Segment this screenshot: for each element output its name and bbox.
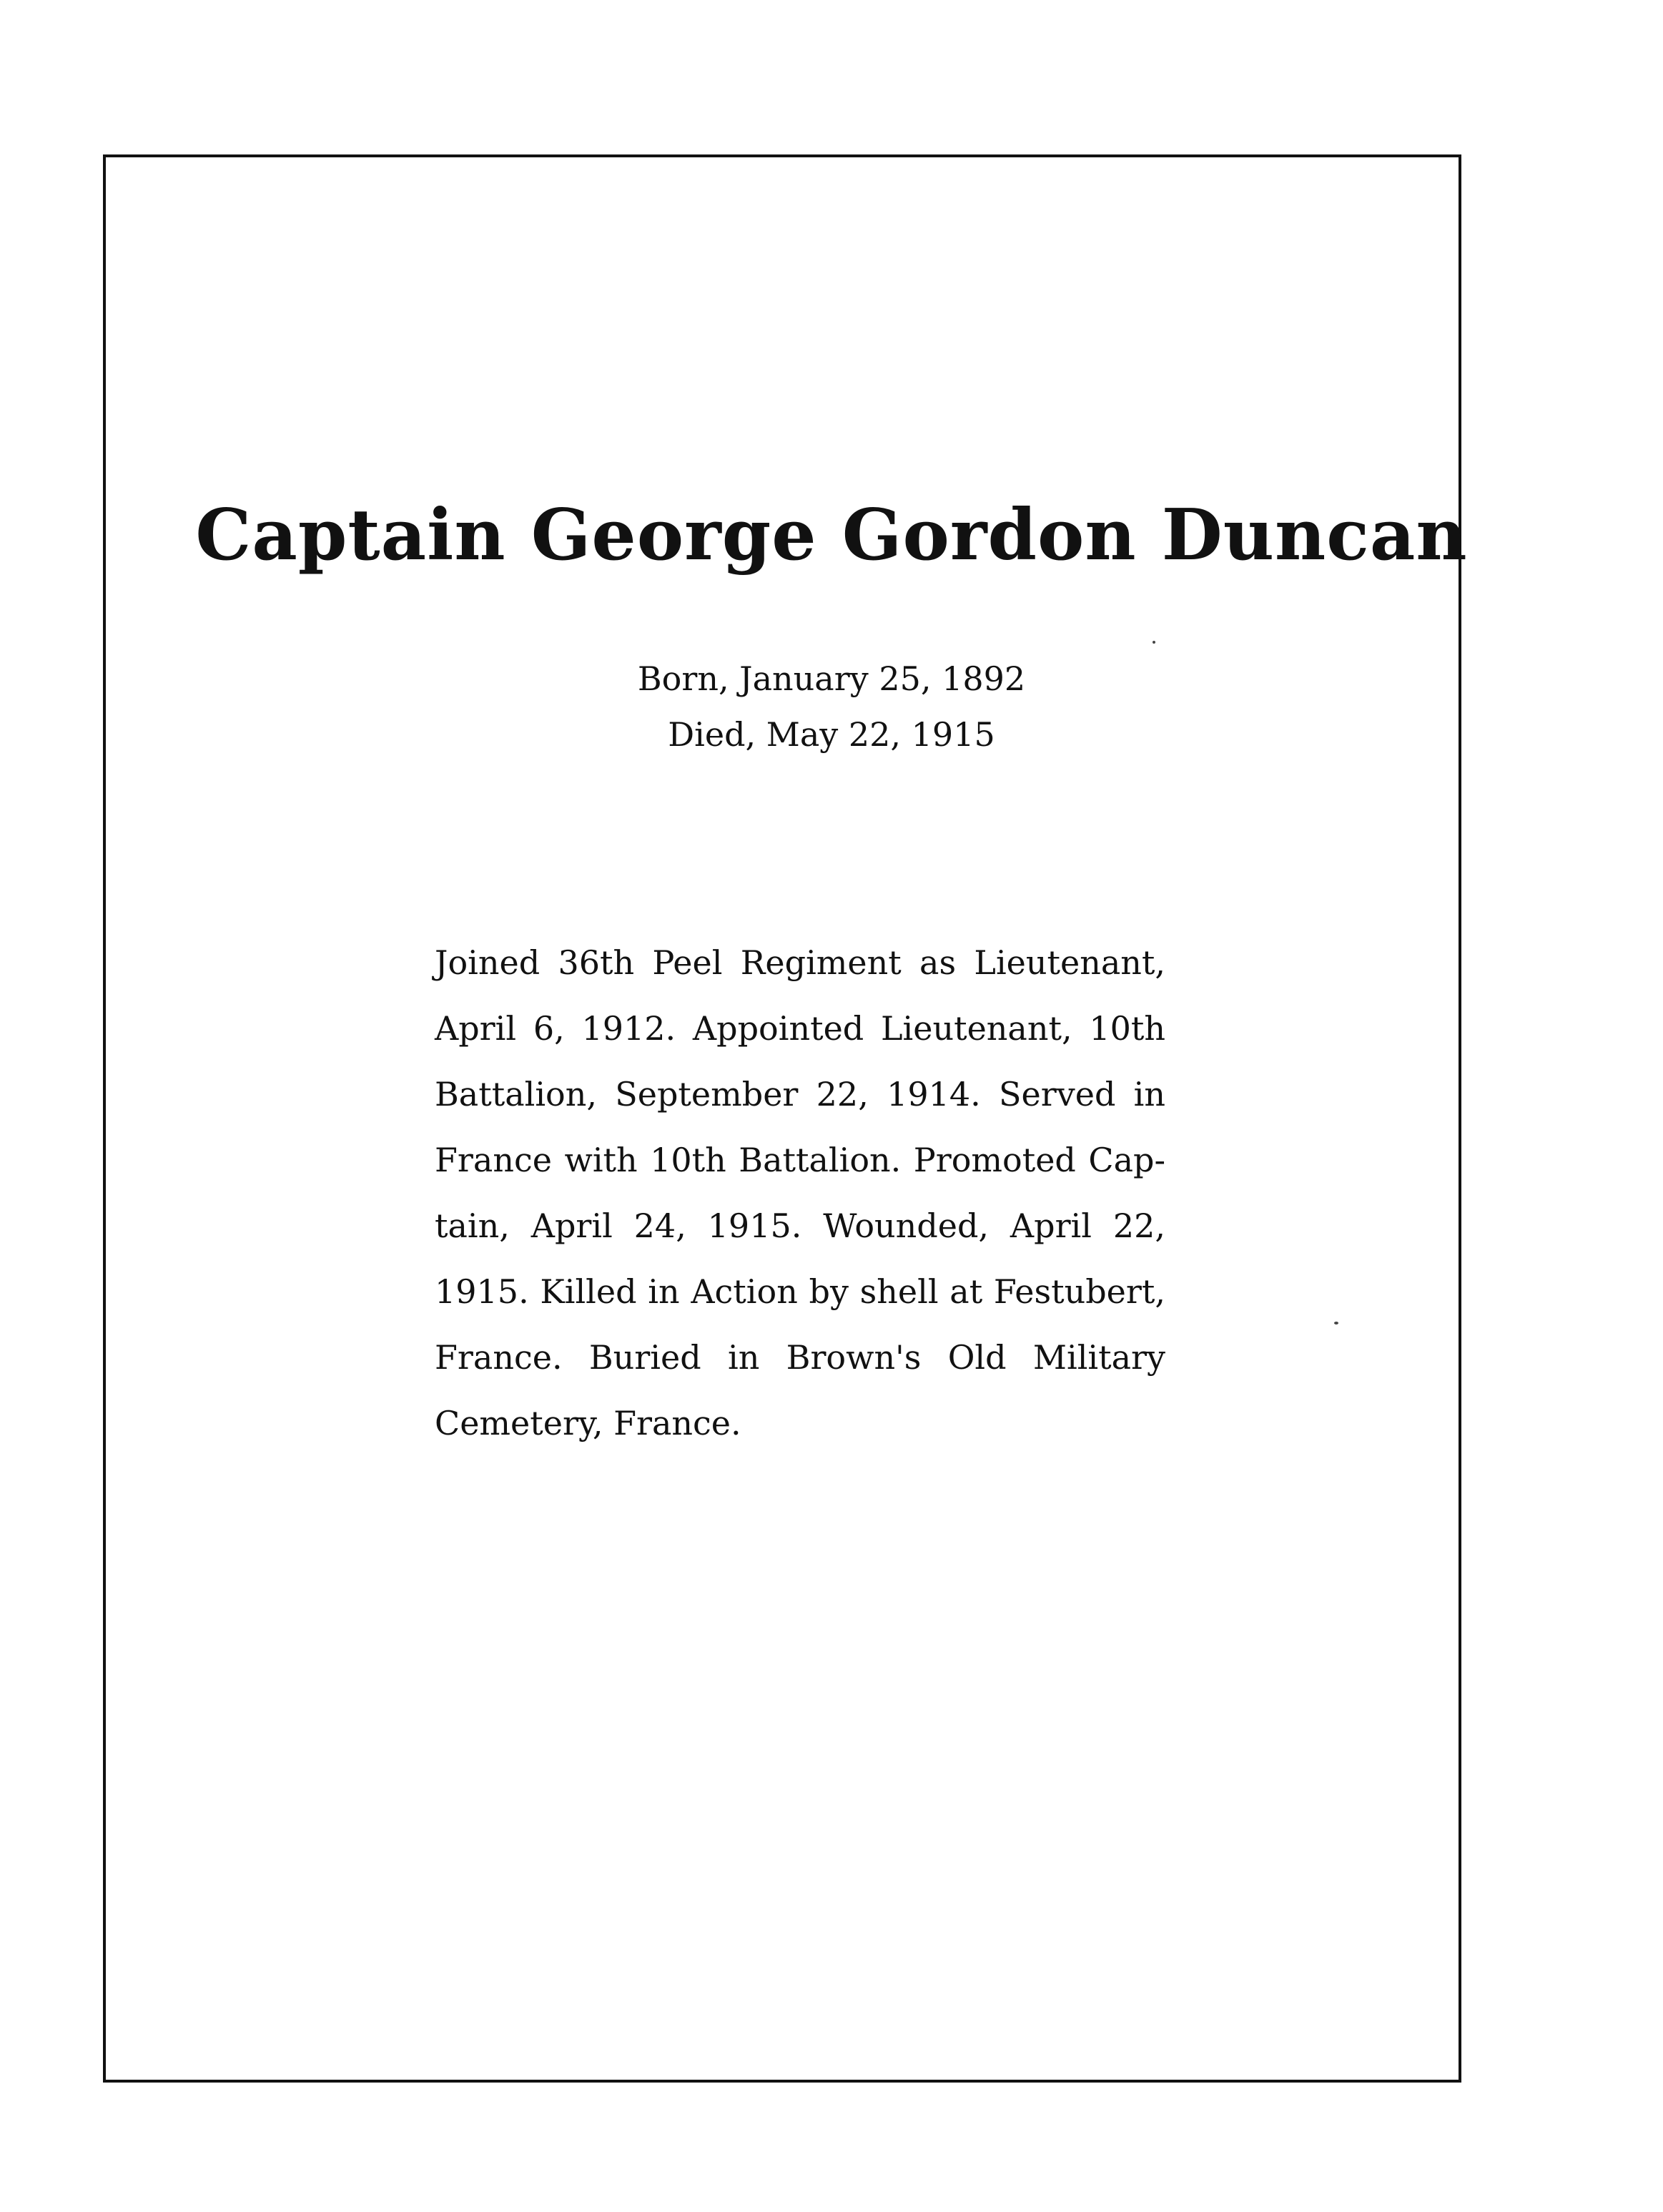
scan-speck xyxy=(1153,641,1155,644)
bio-line: 1915. Killed in Action by shell at Festubert, xyxy=(435,1272,1165,1311)
bio-line: France with 10th Battalion. Promoted Cap- xyxy=(435,1141,1165,1179)
bio-line: Joined 36th Peel Regiment as Lieutenant, xyxy=(435,943,1165,982)
bio-line: Battalion, September 22, 1914. Served in xyxy=(435,1075,1165,1114)
death-date: Died, May 22, 1915 xyxy=(668,715,995,754)
birth-date: Born, January 25, 1892 xyxy=(637,659,1026,698)
bio-line: April 6, 1912. Appointed Lieutenant, 10th xyxy=(435,1009,1165,1048)
scan-speck xyxy=(1334,1322,1338,1324)
bio-line: France. Buried in Brown's Old Military xyxy=(435,1338,1165,1377)
page-title: Captain George Gordon Duncan xyxy=(195,494,1468,576)
bio-line: tain, April 24, 1915. Wounded, April 22, xyxy=(435,1206,1165,1245)
life-dates xyxy=(0,651,1663,762)
biography-paragraph xyxy=(435,930,1165,1456)
bio-line: Cemetery, France. xyxy=(435,1404,741,1442)
